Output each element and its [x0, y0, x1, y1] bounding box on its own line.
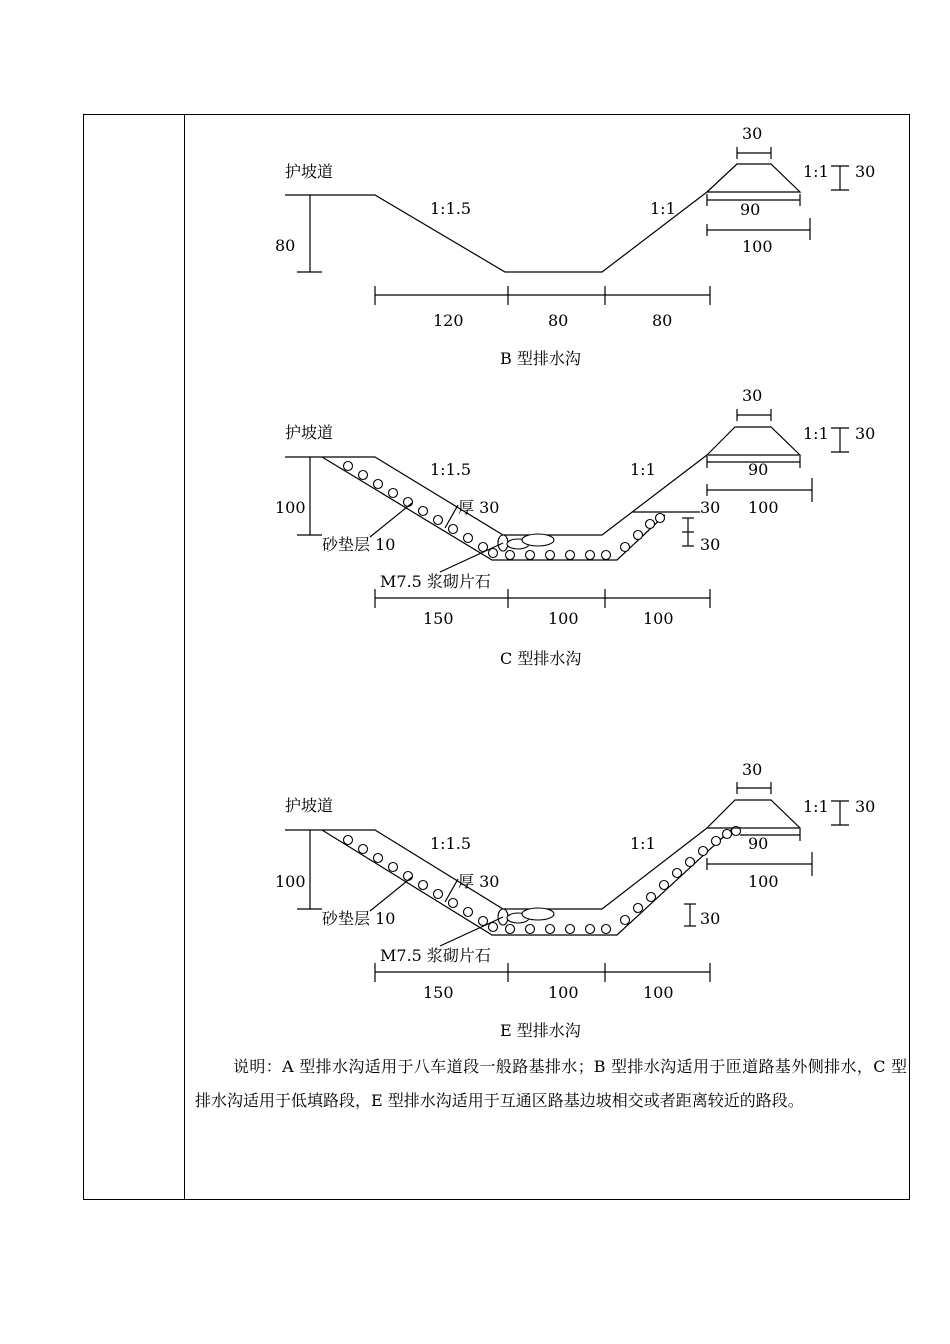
b-width-1: 120: [433, 311, 464, 330]
b-dike-height: 30: [855, 162, 876, 181]
e-dike-total: 100: [748, 872, 779, 891]
explanation-note: 说明：A 型排水沟适用于八车道段一般路基排水；B 型排水沟适用于匝道路基外侧排水，C 型排水沟适用于低填路段，E 型排水沟适用于互通区路基边坡相交或者距离较近的路段。: [195, 1057, 907, 1110]
b-dike-total: 100: [742, 237, 773, 256]
e-caption: E 型排水沟: [500, 1021, 581, 1040]
c-dike-height: 30: [855, 424, 876, 443]
b-berm-label: 护坡道: [285, 162, 334, 181]
b-height-label: 80: [275, 236, 296, 255]
b-slope-right: 1:1: [650, 199, 676, 218]
diagram-c: [275, 386, 875, 628]
c-width-1: 150: [423, 609, 454, 628]
c-lining-side: 30: [700, 498, 721, 517]
e-dike-height: 30: [855, 797, 876, 816]
e-width-1: 150: [423, 983, 454, 1002]
c-slope-right: 1:1: [630, 460, 656, 479]
c-dike-top: 30: [742, 386, 763, 405]
b-dike-slope: 1:1: [803, 162, 829, 181]
e-lining-bottom: 30: [700, 909, 721, 928]
b-dike-base: 90: [740, 200, 761, 219]
e-dike: [707, 800, 800, 828]
e-slope-left: 1:1.5: [430, 834, 472, 853]
b-width-3: 80: [652, 311, 673, 330]
diagram-e: [275, 760, 875, 1002]
c-dike: [707, 427, 800, 455]
b-caption: B 型排水沟: [500, 349, 581, 368]
e-width-2: 100: [548, 983, 579, 1002]
b-slope-left: 1:1.5: [430, 199, 472, 218]
c-height-label: 100: [275, 498, 306, 517]
b-width-2: 80: [548, 311, 569, 330]
b-dike: [707, 164, 800, 192]
e-dike-top: 30: [742, 760, 763, 779]
c-slope-left: 1:1.5: [430, 460, 472, 479]
e-thickness-label: 厚 30: [458, 872, 500, 891]
c-berm-label: 护坡道: [285, 423, 334, 442]
c-lining-bottom: 30: [700, 535, 721, 554]
e-slope-right: 1:1: [630, 834, 656, 853]
c-width-3: 100: [643, 609, 674, 628]
b-ditch-profile: [285, 192, 707, 272]
e-berm-label: 护坡道: [285, 796, 334, 815]
e-dike-slope: 1:1: [803, 797, 829, 816]
e-sand-layer-label: 砂垫层 10: [322, 909, 396, 928]
c-dike-slope: 1:1: [803, 424, 829, 443]
c-caption: C 型排水沟: [500, 649, 582, 668]
c-sand-layer-label: 砂垫层 10: [322, 535, 396, 554]
e-height-label: 100: [275, 872, 306, 891]
e-width-3: 100: [643, 983, 674, 1002]
c-thickness-label: 厚 30: [458, 498, 500, 517]
c-masonry-label: M7.5 浆砌片石: [380, 572, 491, 591]
e-masonry-label: M7.5 浆砌片石: [380, 946, 491, 965]
c-dike-base: 90: [748, 460, 769, 479]
e-dike-base: 90: [748, 834, 769, 853]
b-dike-top: 30: [742, 124, 763, 143]
c-width-2: 100: [548, 609, 579, 628]
diagram-b: [275, 124, 875, 330]
c-dike-total: 100: [748, 498, 779, 517]
